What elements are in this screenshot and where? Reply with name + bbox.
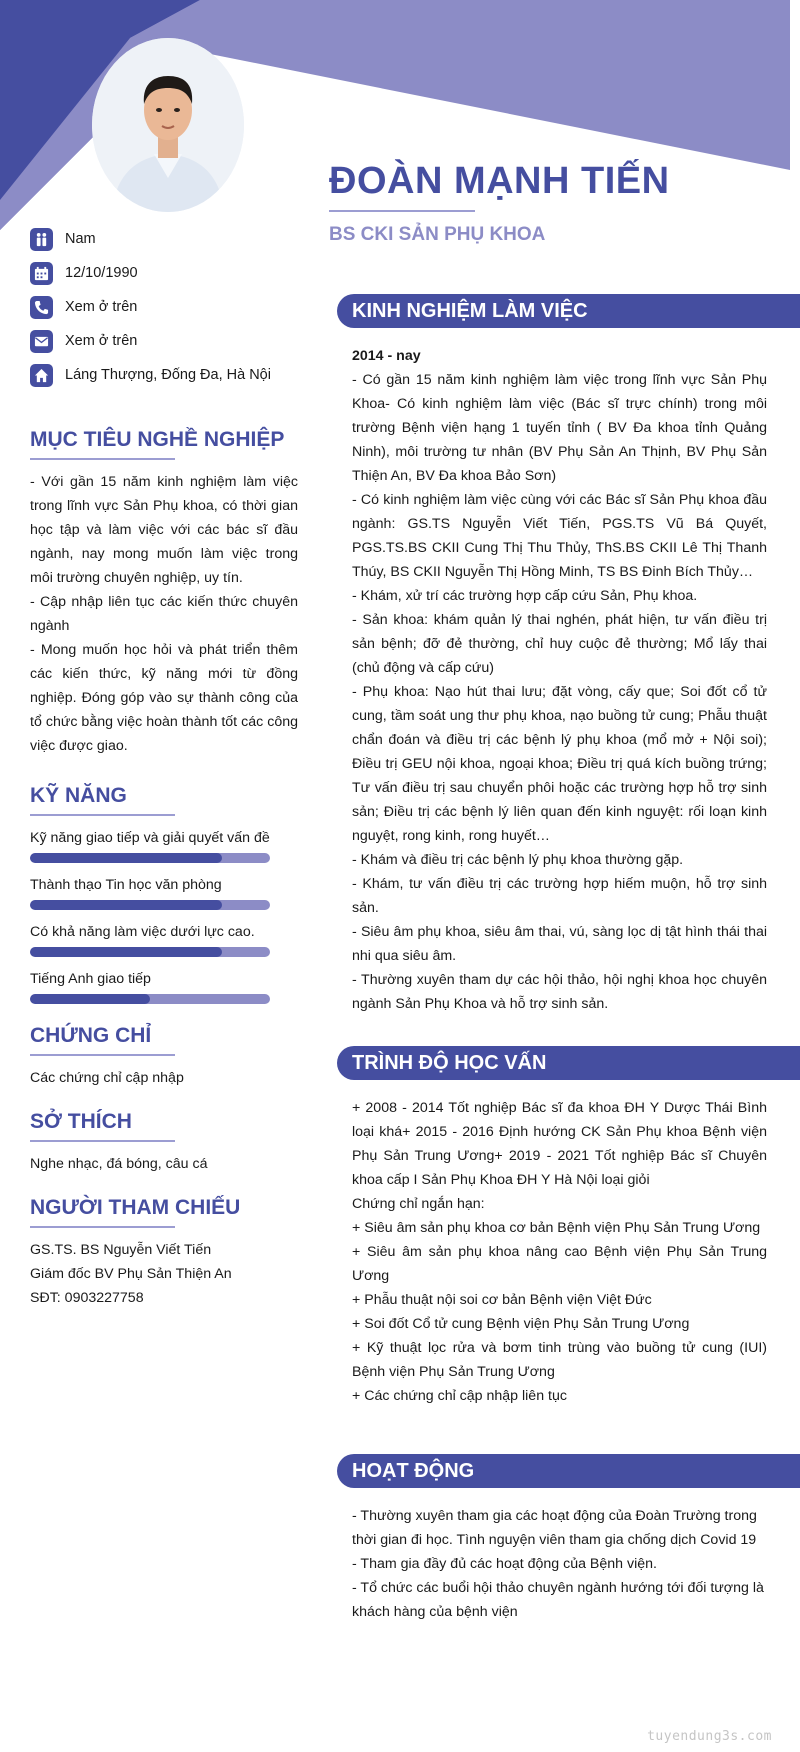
skill-bar-fill (30, 994, 150, 1004)
skill-item (30, 924, 298, 957)
experience-line: - Siêu âm phụ khoa, siêu âm thai, vú, sàng lọc dị tật hình thái thai nhi qua siêu âm. (352, 924, 767, 964)
education-line: + Các chứng chỉ cập nhập liên tục (352, 1388, 567, 1404)
experience-heading: KINH NGHIỆM LÀM VIỆC (337, 294, 800, 328)
experience-line: - Khám, tư vấn điều trị các trường hợp hiếm muộn, hỗ trợ sinh sản. (352, 876, 767, 916)
skill-name: Tiếng Anh giao tiếp (30, 971, 151, 987)
certificates-heading: CHỨNG CHỈ (30, 1024, 152, 1047)
phone-icon (30, 296, 53, 319)
objective-heading: MỤC TIÊU NGHỀ NGHIỆP (30, 428, 285, 451)
education-line: Chứng chỉ ngắn hạn: (352, 1196, 485, 1212)
skills-heading: KỸ NĂNG (30, 784, 127, 807)
experience-line: - Có gần 15 năm kinh nghiệm làm việc trong lĩnh vực Sản Phụ Khoa- Có kinh nghiệm làm việc (Bác sĩ trực chính) trong môi trường Bệnh viện hạng 1 tuyến tỉnh ( BV Đa khoa tỉnh Quảng Ninh), môi trường tư nhân (BV Phụ Sản An Thịnh, BV Phụ Sản Thiện An, BV Đa khoa Bảo Sơn) (352, 372, 767, 484)
objective-line: - Với gần 15 năm kinh nghiệm làm việc trong lĩnh vực Sản Phụ khoa, có thời gian học tập và làm việc với các bác sĩ đầu ngành, nay mong muốn làm việc trong môi trường chuyên nghiệp, uy tín. (30, 474, 298, 586)
education-section (337, 1046, 800, 1408)
education-body (337, 1080, 767, 1408)
experience-line: - Có kinh nghiệm làm việc cùng với các Bác sĩ Sản Phụ khoa đầu ngành: GS.TS Nguyễn Viết Tiến, PGS.TS Vũ Bá Quyết, PGS.TS.BS CKII Cung Thị Thu Thủy, ThS.BS CKII Lê Thị Thanh Thúy, BS CKII Nguyễn Thị Hồng Minh, TS BS Đinh Bích Thủy… (352, 492, 767, 580)
references-section (30, 1196, 298, 1310)
job-title: BS CKI SẢN PHỤ KHOA (329, 224, 546, 245)
experience-line: - Khám, xử trí các trường hợp cấp cứu Sản, Phụ khoa. (352, 588, 698, 604)
home-icon (30, 364, 53, 387)
skill-item (30, 971, 298, 1004)
skill-bar (30, 853, 270, 863)
education-heading: TRÌNH ĐỘ HỌC VẤN (337, 1046, 800, 1080)
objective-rule (30, 458, 175, 460)
experience-line: - Sản khoa: khám quản lý thai nghén, phát hiện, tư vấn điều trị sản bệnh; đỡ đẻ thường, chỉ huy cuộc đẻ thường; Mổ lấy thai (chủ động và cấp cứu) (352, 612, 767, 676)
education-line: + Phẫu thuật nội soi cơ bản Bệnh viện Việt Đức (352, 1292, 652, 1308)
activity-line: - Thường xuyên tham gia các hoạt động của Đoàn Trường trong thời gian đi học. Tình nguyện viên tham gia chống dịch Covid 19 (352, 1508, 757, 1548)
certificates-section (30, 1024, 298, 1090)
skill-bar (30, 994, 270, 1004)
hobbies-section (30, 1110, 298, 1176)
contact-address (30, 358, 298, 392)
candidate-name: ĐOÀN MẠNH TIẾN (329, 160, 670, 202)
activity-line: - Tổ chức các buổi hội thảo chuyên ngành hướng tới đối tượng là khách hàng của bệnh viện (352, 1580, 764, 1620)
skill-bar-fill (30, 947, 222, 957)
skill-item (30, 830, 298, 863)
address-text: Láng Thượng, Đống Đa, Hà Nội (65, 367, 271, 383)
experience-section (337, 294, 800, 1016)
skill-name: Kỹ năng giao tiếp và giải quyết vấn đề (30, 830, 270, 846)
contact-phone (30, 290, 298, 324)
education-line: + Siêu âm sản phụ khoa nâng cao Bệnh viện Phụ Sản Trung Ương (352, 1244, 767, 1284)
skill-bar (30, 947, 270, 957)
calendar-icon (30, 262, 53, 285)
watermark: tuyendung3s.com (647, 1729, 772, 1744)
contact-list (30, 222, 298, 392)
experience-line: - Thường xuyên tham dự các hội thảo, hội nghị khoa học chuyên ngành Sản Phụ Khoa và hỗ trợ sinh sản. (352, 972, 767, 1012)
activity-line: - Tham gia đầy đủ các hoạt động của Bệnh viện. (352, 1556, 657, 1572)
skills-section (30, 784, 298, 1004)
certificates-text: Các chứng chỉ cập nhập (30, 1070, 184, 1086)
activities-body (337, 1488, 767, 1624)
education-line: + Soi đốt Cổ tử cung Bệnh viện Phụ Sản Trung Ương (352, 1316, 690, 1332)
left-column (30, 222, 298, 1310)
contact-email (30, 324, 298, 358)
education-line: + Kỹ thuật lọc rửa và bơm tinh trùng vào buồng tử cung (IUI) Bệnh viện Phụ Sản Trung Ương (352, 1340, 767, 1380)
contact-dob (30, 256, 298, 290)
skill-bar-fill (30, 853, 222, 863)
phone-text[interactable]: Xem ở trên (65, 299, 138, 315)
references-rule (30, 1226, 175, 1228)
right-column (337, 294, 800, 1624)
dob-text: 12/10/1990 (65, 265, 138, 281)
name-underline (329, 210, 475, 212)
objective-line: - Mong muốn học hỏi và phát triển thêm các kiến thức, kỹ năng mới từ đồng nghiệp. Đóng góp vào sự thành công của tổ chức bằng việc hoàn thành tốt các công việc được giao. (30, 642, 298, 754)
education-line: + Siêu âm sản phụ khoa cơ bản Bệnh viện Phụ Sản Trung Ương (352, 1220, 761, 1236)
profile-photo (92, 38, 244, 212)
skill-bar-fill (30, 900, 222, 910)
reference-line: Giám đốc BV Phụ Sản Thiện An (30, 1266, 232, 1282)
hobbies-text: Nghe nhạc, đá bóng, câu cá (30, 1156, 208, 1172)
activities-heading: HOẠT ĐỘNG (337, 1454, 800, 1488)
hobbies-rule (30, 1140, 175, 1142)
email-text[interactable]: Xem ở trên (65, 333, 138, 349)
reference-line: GS.TS. BS Nguyễn Viết Tiến (30, 1242, 212, 1258)
gender-icon (30, 228, 53, 251)
skill-name: Có khả năng làm việc dưới lực cao. (30, 924, 255, 940)
objective-line: - Cập nhập liên tục các kiến thức chuyên ngành (30, 594, 298, 634)
skills-rule (30, 814, 175, 816)
education-line: + 2008 - 2014 Tốt nghiệp Bác sĩ đa khoa ĐH Y Dược Thái Bình loại khá+ 2015 - 2016 Định hướng CK Sản Phụ khoa Bệnh viện Phụ Sản Trung Ương+ 2019 - 2021 Tốt nghiệp Bác sĩ Chuyên khoa cấp I Sản Phụ Khoa ĐH Y Hà Nội loại giỏi (352, 1100, 767, 1188)
experience-period: 2014 - nay (352, 348, 421, 364)
email-icon (30, 330, 53, 353)
experience-line: - Phụ khoa: Nạo hút thai lưu; đặt vòng, cấy que; Soi đốt cổ tử cung, tầm soát ung thư phụ khoa, nạo buồng tử cung; Phẫu thuật chẩn đoán và điều trị các bệnh lý phụ khoa (mổ mở + Nội soi); Điều trị GEU nội khoa, ngoại khoa; Điều trị quá kích buồng trứng; Tư vấn điều trị sau chuyển phôi hoặc các trường hợp hỗ trợ sinh sản; Điều trị các bệnh lý liên quan đến kinh nguyệt: rối loạn kinh nguyệt, rong kinh, rong huyết… (352, 684, 767, 844)
skill-name: Thành thạo Tin học văn phòng (30, 877, 222, 893)
reference-line: SĐT: 0903227758 (30, 1290, 144, 1306)
objective-section (30, 428, 298, 758)
gender-text: Nam (65, 231, 96, 247)
hobbies-heading: SỞ THÍCH (30, 1110, 132, 1133)
skill-bar (30, 900, 270, 910)
experience-line: - Khám và điều trị các bệnh lý phụ khoa thường gặp. (352, 852, 684, 868)
certificates-rule (30, 1054, 175, 1056)
activities-section (337, 1454, 800, 1624)
experience-body (337, 328, 767, 1016)
skill-item (30, 877, 298, 910)
contact-gender (30, 222, 298, 256)
references-heading: NGƯỜI THAM CHIẾU (30, 1196, 241, 1219)
